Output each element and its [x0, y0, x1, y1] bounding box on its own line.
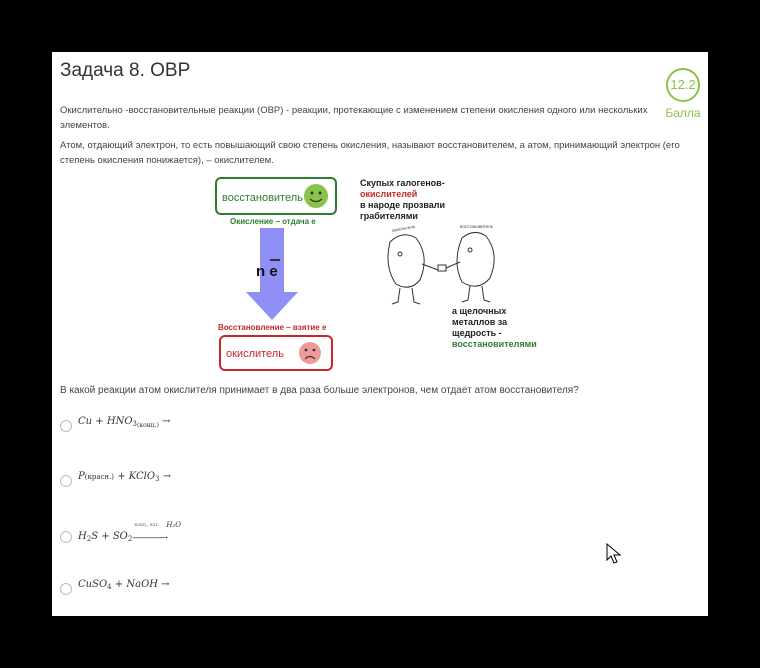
radio-button[interactable] [60, 531, 72, 543]
oxidizer-label: окислитель [226, 348, 284, 360]
mouse-cursor-icon [606, 543, 622, 565]
cartoon-characters-icon [388, 232, 494, 304]
formula-3: $H_2S + SO_2$ конц., кат. H₂O -----------------→ [78, 520, 181, 543]
oxidation-caption: Окисление – отдача е [230, 217, 316, 226]
intro-paragraph-2: Атом, отдающий электрон, то есть повышающий свою степень окисления, называют восстановителем, а атом, принимающий электрон (его степень окисления понижается), – окислителем. [60, 140, 680, 166]
score-label: Балла [665, 106, 701, 120]
formula-2: P(красн.) + KClO$_3$ → [78, 471, 172, 483]
joke-line-6: металлов за [452, 317, 508, 327]
joke-line-8: восстановителями [452, 339, 537, 349]
answer-option-2[interactable] [60, 468, 171, 486]
reduction-caption: Восстановление – взятие е [218, 323, 327, 332]
answer-option-3[interactable] [60, 520, 184, 543]
happy-face-icon [304, 184, 328, 208]
task-title: Задача 8. ОВР [60, 60, 191, 81]
formula-4: CuSO$_4$ + NaOH → [78, 579, 170, 591]
formula-1: $Cu + HNO_{3(конц.)}$ → [78, 415, 171, 429]
question-text: В какой реакции атом окислителя принимает в два раза больше электронов, чем отдает атом восстановителя? [60, 385, 579, 396]
joke-line-3: в народе прозвали [360, 200, 446, 210]
intro-paragraph-1: Окислительно -восстановительные реакции (ОВР) - реакции, протекающие с изменением степени окисления одного или нескольких элементов. [60, 105, 648, 131]
reducer-label: восстановитель [222, 192, 303, 204]
answer-option-1[interactable] [60, 413, 170, 431]
score-badge: 12.2 [666, 68, 700, 102]
joke-line-4: грабителями [360, 211, 418, 221]
task-card [52, 52, 708, 616]
char-right-label: восстановитель [460, 224, 494, 229]
joke-line-5: а щелочных [452, 306, 507, 316]
char-left-label: окислитель [391, 223, 416, 233]
joke-line-2: окислителей [360, 189, 418, 199]
redox-illustration [212, 172, 552, 372]
answer-option-4[interactable] [60, 576, 170, 594]
electron-label: n e [256, 263, 278, 280]
radio-button[interactable] [60, 583, 72, 595]
joke-line-1: Скупых галогенов- [360, 178, 445, 188]
sad-face-icon [299, 342, 321, 364]
radio-button[interactable] [60, 420, 72, 432]
joke-line-7: щедрость - [452, 328, 502, 338]
radio-button[interactable] [60, 475, 72, 487]
